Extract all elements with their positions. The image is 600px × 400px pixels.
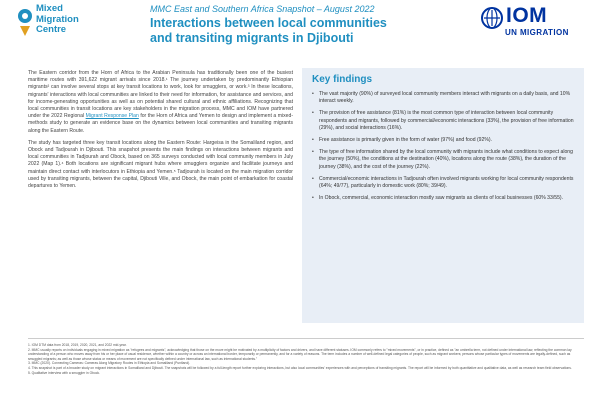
migrant-response-plan-link[interactable]: Migrant Response Plan [85, 113, 139, 120]
snapshot-label: MMC East and Southern Africa Snapshot – August 2022 [150, 4, 375, 14]
key-finding-item: • The vast majority (90%) of surveyed local community members interact with migrants on a daily basis, and 10% interact weekly. [312, 91, 574, 105]
footnote: 4. This snapshot is part of a broader study on migrant interactions in Somaliland and Djibouti. The snapshots will be followed by a full-length report further exploring interactions, but also local communities' experiences with and perceptions of transiting migrants. The report will be informed by both quantitative and qualitative data, as well as research team field observations. [28, 365, 572, 370]
key-finding-item: • Free assistance is primarily given in the form of water (97%) and food (92%). [312, 137, 574, 144]
page-header [0, 0, 600, 62]
intro-paragraph-text: The Eastern corridor from the Horn of Africa to the Arabian Peninsula has traditionally been one of the busiest maritime routes with 391,622 migrant arrivals since 2018.¹ The journey undertaken by predominantly Ethiopian migrants² can involve several stops at key transit locations to work, look for smugglers, or work.³ In these locations, migrants' interactions with local communities are linked to their need for information, for assistance and services, and for income-generating opportunities as well as on potential shared cultural and ethnic affiliations. Recognizing that local communities in transit locations are key stakeholders in the migration process, MMC and IOM have partnered under the 2022 Regional [28, 70, 293, 120]
footnote: 1. IOM DTM data from 2018, 2019, 2020, 2021, and 2022 mid-year. [28, 343, 127, 347]
intro-column [28, 70, 293, 195]
intro-paragraph [28, 70, 293, 135]
key-finding-item: • The provision of free assistance (81%) is the most common type of interaction between local community respondents and migrants, followed by commercial/economic interactions (33%), the provision of free information (29%), and social interactions (16%). [312, 110, 574, 132]
mmc-logo-line: Migration [36, 13, 79, 25]
study-paragraph: The study has targeted three key transit locations along the Eastern Route: Hargeisa in the Somaliland region, and Obock and Tadjourah in Djibouti. This snapshot presents the main findings on interactions between migrants and local communities in Tadjourah and Obock, based on 365 surveys conducted with local community members in July 2022 (Map 1).⁴ Both locations are significant migrant hubs where smugglers organize and facilitate journeys and maintain direct contact with interlocutors in Ethiopia and Yemen.⁵ Tadjourah is located on the main migration corridor used by transiting migrants, between the capital, Djibouti Ville, and Obock, the main point of embarkation for coastal departures to Yemen. [28, 139, 293, 190]
key-findings-list [312, 91, 574, 202]
footnote: 5. Qualitative interview with a smuggler in Obock. [28, 370, 101, 375]
mmc-logo-line: Centre [36, 24, 67, 35]
footnote: 3. MMC (2020). Connecting Cameras: Cameras Along Migratory Routes in Ethiopia and Somaliland (Puntland). [28, 361, 191, 366]
key-findings-title: Key findings [312, 74, 373, 85]
mmc-logo-line: Mixed [36, 3, 63, 14]
key-findings-box [302, 68, 584, 323]
key-finding-item: • The type of free information shared by the local community with migrants include what conditions to expect along the journey (50%), the conditions at the destination (40%), locations along the route (38%), the duration of the journey (38%), and the cost of the journey (22%). [312, 149, 574, 171]
page-title: Interactions between local communities and transiting migrants in Djibouti [150, 16, 387, 45]
iom-logo-text: IOM [506, 4, 548, 27]
iom-logo-subtitle: UN MIGRATION [505, 28, 569, 37]
key-finding-item: • Commercial/economic interactions in Tadjourah often involved migrants working for local community respondents (64%; 49/77), particularly in domestic work (80%; 39/49). [312, 176, 574, 190]
intro-paragraph-tail: for the Horn of Africa and Yemen to design and implement a mixed-methods study to generate an evidence base on the dynamics between local communities and transiting migrants along the Eastern Route. [28, 113, 294, 134]
footnote: 2. MMC usually reports on individuals engaging in mixed migration as "refugees and migrants", acknowledging that those on the move might be motivated by a multiplicity of factors and drivers, and have different statuses. IOM commonly refers to "mixed movements", or in practice, defined as "an umbrella term, not defined under international law, reflecting the common lay understanding of a person who moves away from his or her place of usual residence, whether within a country or across an international border, temporarily or permanently, and for a variety of reasons. The term includes a number of well-defined legal categories of people, such as migrant workers; persons whose particular types of movements are legally-defined, such as smuggled migrants; as well as those whose status or means of movement are not specifically defined under international law, such as international students." [28, 347, 572, 361]
key-finding-item: • In Obock, commercial, economic interaction mostly saw migrants as clients of local businesses (60% 33/55). [312, 195, 574, 202]
mmc-logo-text [36, 4, 79, 36]
footnotes [28, 338, 584, 375]
